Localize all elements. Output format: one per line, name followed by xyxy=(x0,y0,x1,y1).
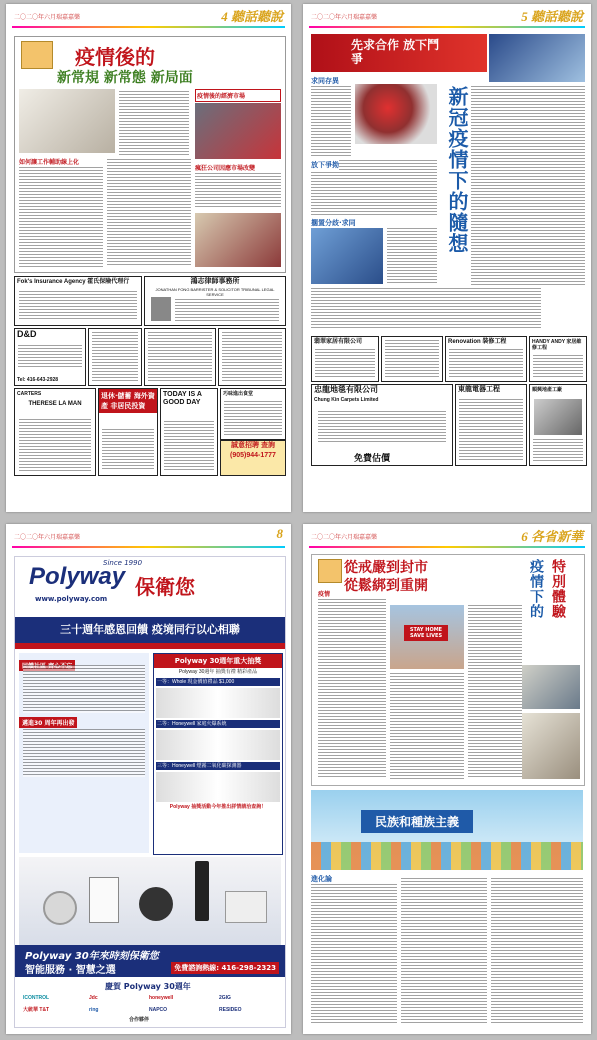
keypad-icon xyxy=(225,891,267,923)
panel-icon xyxy=(89,877,119,923)
ad-title: Fok's Insurance Agency 霍氏保險代理行 xyxy=(17,279,130,285)
headline-2: 從鬆綁到重開 xyxy=(344,578,428,594)
ad-carters xyxy=(14,388,96,476)
promo-1: 一等：Whole 現金價值禮品 $1,000 xyxy=(156,678,280,686)
street-photo xyxy=(390,605,464,669)
ad-jonathan-fong xyxy=(144,276,286,326)
product-image xyxy=(156,772,280,802)
lab-photo xyxy=(489,34,585,82)
promo-box xyxy=(153,653,283,855)
logo: NAPCO xyxy=(149,1007,168,1013)
logo: Jdc xyxy=(89,995,98,1001)
slogan-1: Polyway 30年來時刻保衛您 xyxy=(25,951,159,962)
ad-subtitle: JONATHAN FONG BARRISTER & SOLICITOR TRIBUNAL LEGAL SERVICE xyxy=(155,287,275,297)
ad-service xyxy=(218,328,286,386)
world-map xyxy=(355,84,437,144)
ad-property xyxy=(529,384,587,466)
page-header xyxy=(6,4,291,28)
phone-icon xyxy=(195,861,209,921)
ad-title: 鴻志律師事務所 xyxy=(190,278,240,285)
ad-renovation xyxy=(445,336,527,382)
logo: RESIDEO xyxy=(219,1007,242,1013)
page-number: 6 各省新華 xyxy=(521,529,583,544)
ad-estate xyxy=(98,388,158,476)
section-title: 如何讓工作輔助線上化 xyxy=(19,159,80,166)
hall-photo xyxy=(522,713,580,779)
side-subtitle: 瘋狂公司因應市場改變 xyxy=(195,165,256,172)
promo-sub: Polyway 30週年 抽獎有禮 精彩產品 xyxy=(178,669,258,675)
header-date: 二〇二〇年六月瑞嘉嘉樂 xyxy=(311,535,378,541)
page-6 xyxy=(303,524,591,1034)
ad-good-day xyxy=(160,388,218,476)
section-title: 邁進30 周年再出發 xyxy=(19,717,77,728)
logo: 大統華 T&T xyxy=(23,1007,50,1013)
headline: 先求合作 放下鬥爭 xyxy=(351,38,440,66)
ad-title: Renovation 裝修工程 xyxy=(448,339,507,345)
promo-2: 二等：Honeywell 家庭火爆系統 xyxy=(156,720,280,728)
ad-ddd xyxy=(14,328,86,386)
crowd-photo xyxy=(522,665,580,709)
ad-title: 誠意招聘 查詢 xyxy=(231,442,275,449)
page-number: 5 聽話聽說 xyxy=(521,9,583,24)
website: www.polyway.com xyxy=(35,595,108,603)
vertical-title: 新冠疫情下的隨想 xyxy=(445,86,469,254)
ad-green xyxy=(311,336,379,382)
promo-title: Polyway 30週年重大抽獎 xyxy=(154,654,282,668)
ad-title: TODAY IS A GOOD DAY xyxy=(163,391,202,406)
sponsor-label: 合作夥伴 xyxy=(129,1017,150,1023)
ad-invite xyxy=(220,440,286,476)
ad-title: 順興地產工廠 xyxy=(532,387,563,393)
ad-dragon xyxy=(455,384,527,466)
page-5 xyxy=(303,4,591,512)
ad-realtor xyxy=(88,328,142,386)
ad-title: 翡翠家居有限公司 xyxy=(314,339,363,345)
page-header xyxy=(303,524,591,548)
logo: 2GIG xyxy=(219,995,231,1001)
promo-ask: Polyway 抽獎活動今年推出詳情請洽查詢！ xyxy=(169,804,267,810)
headline: 疫情後的 xyxy=(75,45,155,69)
smart-speaker-icon xyxy=(139,887,173,921)
page-header xyxy=(6,524,291,548)
ad-name: THERESE LA MAN xyxy=(28,401,82,407)
logo: ring xyxy=(89,1007,99,1013)
feature-article xyxy=(14,36,286,273)
banner xyxy=(311,790,583,870)
headline-1: 從戒嚴到封市 xyxy=(344,560,428,576)
ad-mustard xyxy=(220,388,286,440)
ad-chung-kin xyxy=(311,384,453,466)
sale-photo xyxy=(195,213,281,267)
header-date: 二〇二〇年六月瑞嘉嘉樂 xyxy=(311,15,378,21)
page-4 xyxy=(6,4,291,512)
vertical-title-1: 疫情下的 xyxy=(528,559,544,619)
page-number: 4 聽話聽說 xyxy=(221,9,283,24)
logo: honeywell xyxy=(149,995,174,1001)
ad-subtitle: Chung Kin Carpets Limited xyxy=(314,397,379,403)
vertical-title-2: 特別體驗 xyxy=(550,559,566,619)
side-note: 疫情後的經濟市場 xyxy=(195,89,281,102)
since: Since 1990 xyxy=(103,559,143,567)
side-panel xyxy=(195,89,281,209)
brand-logo: Polyway xyxy=(29,563,126,590)
logo: ICONTROL xyxy=(23,995,50,1001)
community-section xyxy=(19,653,149,853)
hotline: 免費諮詢熱線: 416-298-2323 xyxy=(171,962,279,974)
ad-title: HANDY ANDY 家居維修工程 xyxy=(532,339,582,351)
mask-icon xyxy=(21,41,53,69)
closed-store-photo xyxy=(195,103,281,159)
header-date: 二〇二〇年六月瑞嘉嘉樂 xyxy=(14,535,81,541)
banner: 三十週年感恩回饋 疫境同行以心相聯 xyxy=(15,617,285,643)
lawyer-photo xyxy=(151,297,171,321)
banner-title: 民族和種族主義 xyxy=(361,810,473,833)
product-image xyxy=(156,688,280,718)
ad-title: 忠龍地毯有限公司 xyxy=(314,385,378,394)
section-title: 求同存異 xyxy=(311,77,339,85)
thanks: 慶賀 Polyway 30週年 xyxy=(105,982,191,991)
section-title: 進化論 xyxy=(311,875,332,883)
feature-article xyxy=(311,554,585,786)
products-image xyxy=(19,857,281,945)
slogan-block xyxy=(15,945,285,977)
section-title: 擱置分歧·求同 xyxy=(311,219,356,227)
page-header xyxy=(303,4,591,28)
headline-banner xyxy=(311,34,487,72)
product-image xyxy=(156,730,280,760)
ad-free-estimate: 免費估價 xyxy=(354,453,391,463)
ad-handy-andy xyxy=(529,336,587,382)
ad-title: D&D xyxy=(17,329,37,339)
ad-title: 巧味進出食堂 xyxy=(223,391,254,397)
ad-phone: Tel: 416-643-2928 xyxy=(17,377,59,383)
camera-icon xyxy=(43,891,77,925)
headline-sub: 新常規 新常態 新局面 xyxy=(57,70,193,86)
medical-photo xyxy=(311,228,383,284)
header-date: 二〇二〇年六月瑞嘉嘉樂 xyxy=(14,15,81,21)
section-title: 放下爭拗 xyxy=(311,161,339,169)
ad-realty xyxy=(144,328,216,386)
polyway-ad xyxy=(14,556,286,1028)
section-title: 疫情 xyxy=(318,591,331,598)
city-skyline xyxy=(311,842,583,870)
ad-title: CARTERS xyxy=(17,391,42,397)
ad-fok-insurance xyxy=(14,276,142,326)
mask-icon xyxy=(318,559,342,583)
ad-title: 退休·儲蓄 海外資產 非居民投資 xyxy=(99,389,157,413)
slogan-2: 智能服務 · 智慧之選 xyxy=(25,965,116,976)
ad-phone: (905)944-1777 xyxy=(230,452,276,459)
page-number: 8 xyxy=(276,526,283,541)
desk-photo xyxy=(19,89,115,153)
sponsor-logos xyxy=(19,993,281,1023)
brand-cn: 保衛您 xyxy=(135,575,195,599)
ad-title: 東龍電器工程 xyxy=(458,386,500,393)
page-8 xyxy=(6,524,291,1034)
ad-jade xyxy=(381,336,443,382)
promo-3: 三等：Honeywell 煙霧二氧化碳探測器 xyxy=(156,762,280,770)
stay-home-sign: STAY HOME SAVE LIVES xyxy=(404,625,448,641)
